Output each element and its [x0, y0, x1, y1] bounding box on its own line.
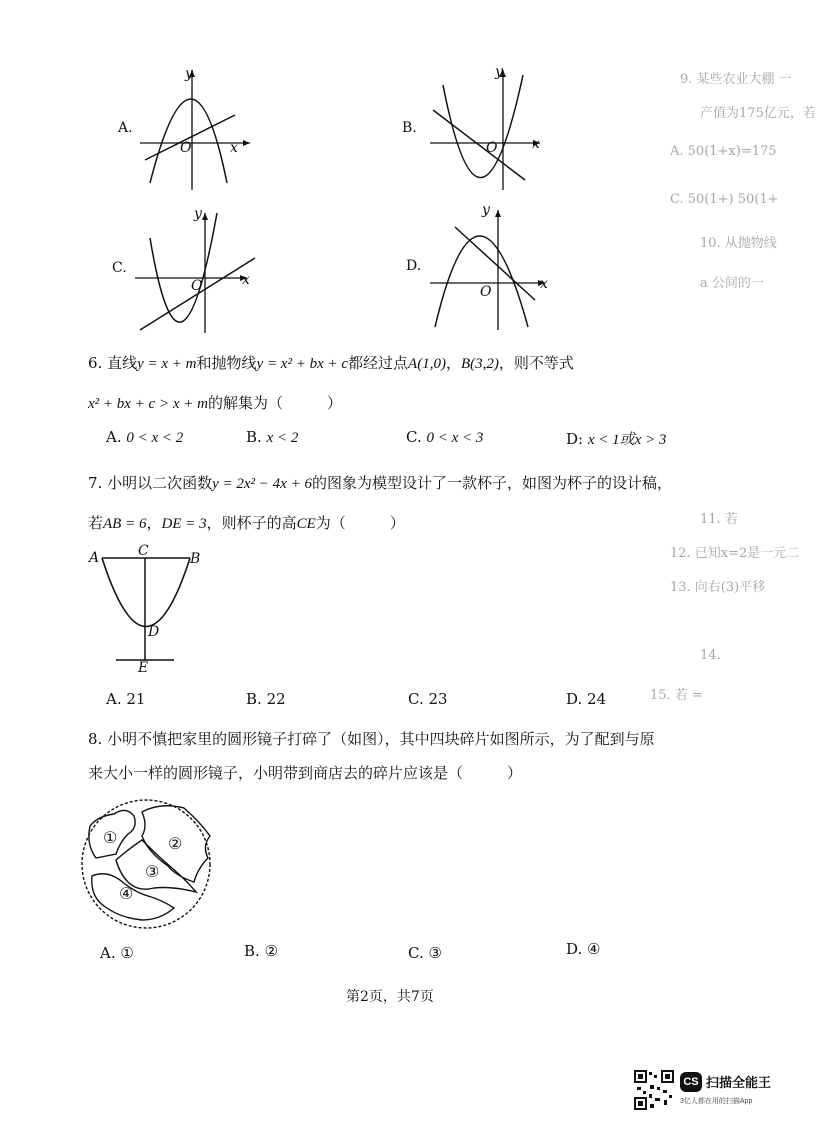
bleed-3: A. 50(1+x)=175 [670, 144, 777, 159]
q8-text: 小明不慎把家里的圆形镜子打碎了（如图），其中四块碎片如图所示，为了配到与原 [107, 730, 655, 748]
q7-option-d[interactable] [566, 690, 606, 708]
bleed-8: 12. 已知x=2是一元二 [670, 546, 800, 561]
q8-option-a[interactable] [100, 944, 134, 962]
q7-number: 7. [88, 474, 103, 492]
option-text: 21 [126, 690, 146, 708]
option-key: A. [100, 944, 116, 962]
option-key: B. [246, 690, 262, 708]
piece-1-label: ① [103, 828, 118, 847]
option-text: ① [120, 944, 134, 962]
q7-eq: y = 2x² − 4x + 6 [212, 476, 312, 492]
option-text: 0 < x < 2 [126, 430, 184, 446]
option-key: C. [406, 428, 422, 446]
option-key: C. [408, 944, 424, 962]
piece-4-label: ④ [119, 884, 134, 903]
option-text: 23 [428, 690, 448, 708]
q6-text: ，则不等式 [498, 354, 574, 372]
q8-option-d[interactable] [566, 940, 601, 958]
graph-b-x: x [532, 136, 540, 152]
option-key: B. [244, 942, 260, 960]
q6-text: 的解集为（ [207, 394, 283, 412]
graph-d-o: O [480, 284, 492, 300]
graph-b-label: B. [402, 120, 417, 136]
graph-a-o: O [180, 140, 192, 156]
q6-option-d[interactable] [566, 428, 666, 449]
q7-paren-close: ） [389, 514, 405, 532]
option-key: A. [106, 690, 122, 708]
scanner-brand: 扫描全能王 [706, 1075, 772, 1090]
graph-d-label: D. [406, 258, 422, 274]
option-key: C. [408, 690, 424, 708]
bleed-6: a 公间的一 [700, 276, 764, 291]
q6-option-c[interactable] [406, 428, 483, 447]
q7-option-c[interactable] [408, 690, 448, 708]
q7-de: DE = 3 [161, 516, 207, 532]
bleed-11: 15. 若 = [650, 688, 703, 703]
q6-text: 都经过点 [348, 354, 409, 372]
q8-line2 [88, 762, 522, 783]
graph-a-y: y [185, 66, 193, 82]
option-text: x < 2 [266, 430, 299, 446]
option-text: 24 [587, 690, 607, 708]
option-key: A. [106, 428, 122, 446]
bleed-1: 9. 某些农业大棚 一 [680, 72, 792, 87]
q8-option-c[interactable] [408, 944, 442, 962]
bleed-4: C. 50(1+) 50(1+ [670, 192, 779, 207]
q7-text: 小明以二次函数 [107, 474, 213, 492]
q7-line1 [88, 472, 672, 493]
q6-eq1: y = x + m [137, 356, 197, 372]
q7-text: ，则杯子的高 [206, 514, 297, 532]
option-text: ③ [428, 944, 442, 962]
graph-c-x: x [242, 272, 250, 288]
graph-b-o: O [486, 140, 498, 156]
graph-b-y: y [495, 64, 503, 80]
graph-c-o: O [191, 278, 203, 294]
option-text: ② [264, 942, 279, 960]
q6-inequality: x² + bx + c > x + m [88, 396, 208, 412]
q6-point-b: B(3,2) [460, 356, 499, 372]
piece-3-label: ③ [145, 862, 160, 881]
q6-paren-close: ） [326, 394, 342, 412]
q6-line1: 6. 直线y = x + m和抛物线y = x² + bx + c都经过点A(1,0)，B(3,2)，则不等式 [88, 354, 574, 372]
q8-number: 8. [88, 730, 103, 748]
cup-label-e: E [138, 660, 149, 676]
q8-line1 [88, 728, 655, 749]
q7-option-a[interactable] [106, 690, 145, 708]
bleed-10: 14. [700, 648, 721, 663]
graph-d-y: y [482, 202, 490, 218]
option-key: D. [566, 940, 583, 958]
q6-number: 6. [88, 354, 103, 372]
piece-2-label: ② [168, 834, 183, 853]
graph-c-y: y [194, 206, 202, 222]
q7-option-b[interactable] [246, 690, 286, 708]
q7-text: 为（ [315, 514, 346, 532]
option-key: B. [246, 428, 262, 446]
q6-text: 直线 [107, 354, 138, 372]
q7-text: 若 [88, 514, 104, 532]
graph-a-label: A. [118, 120, 133, 136]
q8-paren-close: ） [507, 764, 523, 782]
q8-option-b[interactable] [244, 942, 278, 960]
q6-option-b[interactable] [246, 428, 298, 447]
q6-point-a: A(1,0) [408, 356, 446, 372]
option-key: D: [566, 430, 584, 448]
q6-text: 和抛物线 [196, 354, 257, 372]
option-key: D. [566, 690, 583, 708]
cs-logo-icon: CS [680, 1072, 702, 1092]
bleed-2: 产值为175亿元，若 [700, 106, 816, 121]
bleed-9: 13. 向右(3)平移 [670, 580, 766, 595]
scanner-watermark [634, 1068, 784, 1114]
q6-line2 [88, 392, 342, 413]
bleed-7: 11. 若 [700, 512, 738, 527]
cup-label-c: C [138, 543, 149, 559]
cup-label-a: A [89, 550, 100, 566]
graph-c-label: C. [112, 260, 127, 276]
option-text: ④ [587, 940, 601, 958]
q8-text: 来大小一样的圆形镜子，小明带到商店去的碎片应该是（ [88, 764, 464, 782]
qr-code-icon [634, 1070, 674, 1110]
q7-line2: 若AB = 6，DE = 3，则杯子的高CE为（ ） [88, 514, 405, 532]
graph-a-x: x [230, 140, 238, 156]
q7-text: 的图象为模型设计了一款杯子，如图为杯子的设计稿， [311, 474, 672, 492]
cup-label-b: B [190, 551, 201, 567]
scanner-tagline: 3亿人都在用的扫描App [680, 1098, 753, 1105]
bleed-5: 10. 从抛物线 [700, 236, 777, 251]
page-number: 第2页，共7页 [346, 989, 434, 1005]
cup-label-d: D [148, 624, 160, 640]
bleed-through [380, 64, 816, 704]
q6-option-a[interactable] [106, 428, 183, 447]
q7-ab: AB = 6 [103, 516, 147, 532]
option-text: x < 1或x > 3 [587, 432, 667, 448]
q6-eq2: y = x² + bx + c [256, 356, 349, 372]
graph-a [135, 65, 255, 195]
option-text: 0 < x < 3 [426, 430, 484, 446]
option-text: 22 [266, 690, 286, 708]
q7-ce: CE [296, 516, 316, 532]
graph-d-x: x [540, 276, 548, 292]
